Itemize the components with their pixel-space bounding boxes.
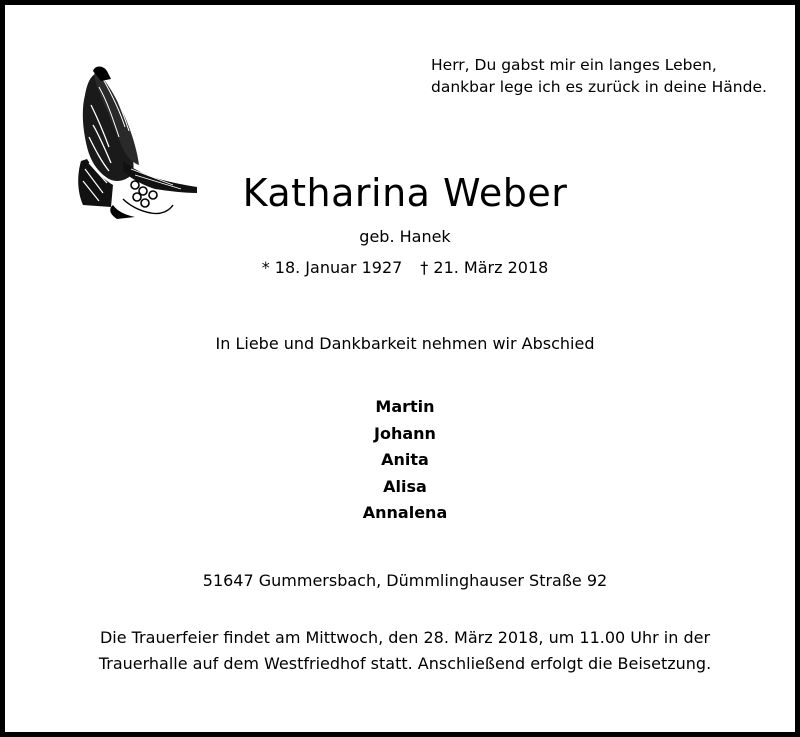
ceremony-line-1: Die Trauerfeier findet am Mittwoch, den 28. März 2018, um 11.00 Uhr in der bbox=[99, 628, 711, 647]
mourner-name: Martin bbox=[375, 397, 435, 416]
ceremony-line-2: Trauerhalle auf dem Westfriedhof statt. Anschließend erfolgt die Beisetzung. bbox=[98, 654, 712, 673]
life-dates bbox=[5, 257, 800, 279]
mourner-name: Anita bbox=[381, 450, 429, 470]
maiden-name: geb. Hanek bbox=[359, 227, 451, 246]
mourner-name: Annalena bbox=[362, 503, 448, 523]
mourners-list bbox=[5, 394, 800, 527]
farewell-text: In Liebe und Dankbarkeit nehmen wir Abschied bbox=[215, 334, 595, 353]
address: 51647 Gummersbach, Dümmlinghauser Straße 92 bbox=[202, 571, 608, 590]
mourner-name: Johann bbox=[374, 423, 436, 443]
verse-line-1: Herr, Du gabst mir ein langes Leben, bbox=[431, 56, 717, 74]
birth-date: * 18. Januar 1927 bbox=[261, 258, 403, 277]
death-date: † 21. März 2018 bbox=[420, 258, 549, 277]
mourner-name: Alisa bbox=[383, 476, 427, 496]
verse bbox=[431, 54, 767, 98]
ceremony-info bbox=[5, 625, 800, 677]
verse-line-2: dankbar lege ich es zurück in deine Hände. bbox=[431, 78, 767, 96]
deceased-name: Katharina Weber bbox=[242, 171, 568, 215]
